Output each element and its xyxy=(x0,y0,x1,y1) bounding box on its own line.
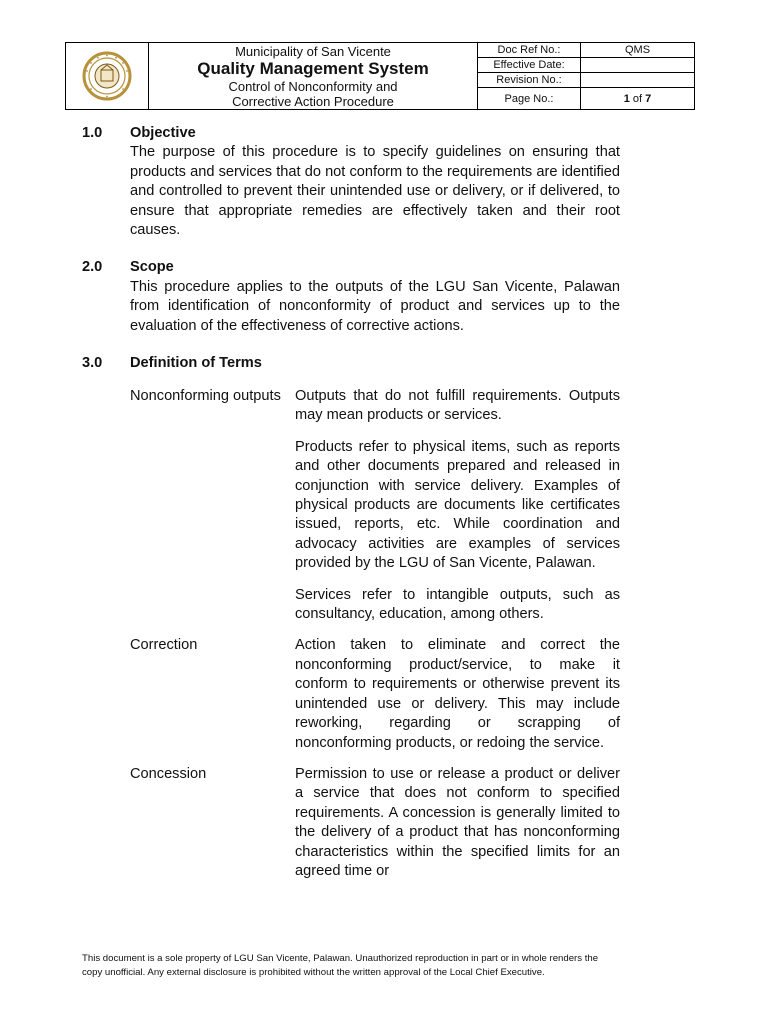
page-current: 1 xyxy=(623,92,630,105)
section-objective xyxy=(82,124,620,240)
page-number-value xyxy=(581,88,694,109)
doc-ref-row xyxy=(478,43,694,58)
section-text: This procedure applies to the outputs of the LGU San Vicente, Palawan from identification of nonconformity of product and services up to the evaluation of the effectiveness of corrective actions. xyxy=(130,278,620,334)
revision-row xyxy=(478,73,694,88)
definition-paragraph: Services refer to intangible outputs, such as consultancy, education, among others. xyxy=(295,586,620,623)
footer-disclaimer-line2: copy unofficial. Any external disclosure is prohibited without the written approval of the Local Chief Executive. xyxy=(82,967,545,978)
section-number: 1.0 xyxy=(82,125,103,141)
effective-date-label: Effective Date: xyxy=(478,58,581,72)
section-text: The purpose of this procedure is to specify guidelines on ensuring that products and services that do not conform to the requirements are identified and controlled to prevent their unintended use or delivery, or if delivered, to ensure that appropriate remedies are effectively taken and their root causes. xyxy=(130,144,620,239)
system-title: Quality Management System xyxy=(197,58,429,78)
page-of: of xyxy=(632,92,643,105)
definition-term: Correction xyxy=(130,637,198,654)
document-header xyxy=(65,42,695,110)
header-title-block xyxy=(149,43,478,109)
section-title: Scope xyxy=(130,259,174,276)
section-title: Objective xyxy=(130,125,196,141)
definition-concession xyxy=(130,765,620,881)
definition-paragraph: Products refer to physical items, such as reports and other documents prepared and released in conjunction with service delivery. Examples of physical products are documents like certificates issued, reports, etc. While coordination and advocacy activities are examples of services provided by the LGU of San Vicente, Palawan. xyxy=(295,438,620,572)
definition-term: Nonconforming outputs xyxy=(130,388,281,404)
doc-ref-label: Doc Ref No.: xyxy=(478,43,581,57)
definition-correction xyxy=(130,636,620,752)
definition-paragraph: Permission to use or release a product or deliver a service that does not conform to specified requirements. A concession is generally limited to the delivery of a product that has nonconforming characteristics within the specified limits for an agreed time or xyxy=(295,765,620,879)
section-scope xyxy=(82,258,620,336)
seal-icon xyxy=(82,51,132,101)
procedure-title-line2: Corrective Action Procedure xyxy=(232,93,394,109)
page-number-row xyxy=(478,88,694,109)
effective-date-value xyxy=(581,58,694,72)
revision-label: Revision No.: xyxy=(478,73,581,87)
definition-term: Concession xyxy=(130,765,207,782)
procedure-title-line1: Control of Nonconformity and xyxy=(228,78,398,94)
revision-value xyxy=(581,73,694,87)
document-control-table xyxy=(478,43,694,109)
effective-date-row xyxy=(478,58,694,73)
municipal-seal xyxy=(66,43,149,109)
definition-nonconforming-outputs xyxy=(130,387,620,624)
page-total: 7 xyxy=(645,92,652,105)
definition-paragraph: Action taken to eliminate and correct the nonconforming product/service, to make it conform to requirements or otherwise prevent its unintended use or delivery. This may include reworking, regarding or scrapping of nonconforming products, or redoing the service. xyxy=(295,637,620,751)
footer-disclaimer-line1: This document is a sole property of LGU San Vicente, Palawan. Unauthorized reproduction in part or in whole renders the xyxy=(82,953,599,964)
page-number-label: Page No.: xyxy=(478,88,581,109)
section-number: 3.0 xyxy=(82,355,103,372)
municipality-name: Municipality of San Vicente xyxy=(235,43,391,59)
section-number: 2.0 xyxy=(82,259,103,276)
section-definitions xyxy=(82,354,620,373)
document-footer xyxy=(82,952,682,980)
document-body xyxy=(82,124,620,391)
definition-paragraph: Outputs that do not fulfill requirements. Outputs may mean products or services. xyxy=(295,388,620,424)
doc-ref-value: QMS xyxy=(624,44,651,56)
section-title: Definition of Terms xyxy=(130,355,262,372)
definitions-list xyxy=(130,387,620,893)
